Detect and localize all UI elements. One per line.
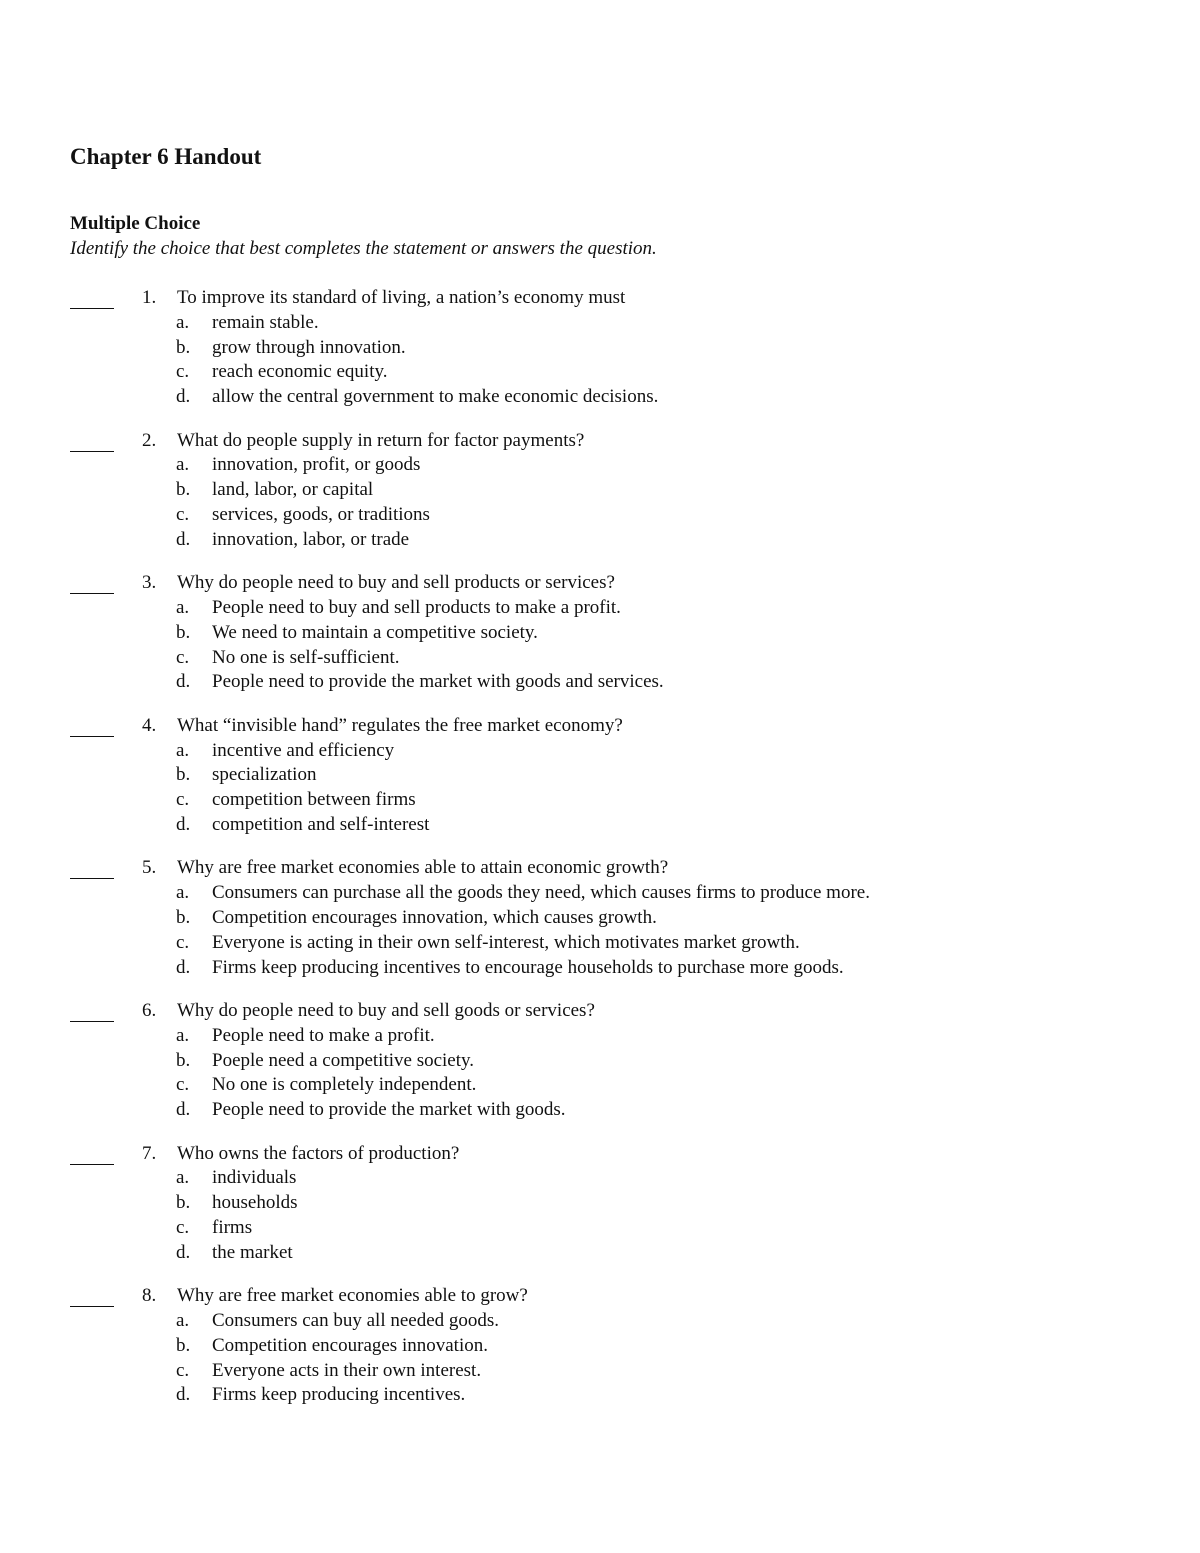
answer-option [0,670,1200,695]
answer-option [0,1216,1200,1241]
option-text: Everyone is acting in their own self-interest, which motivates market growth. [212,931,800,953]
option-letter: d. [176,1241,191,1263]
answer-option [0,1383,1200,1408]
option-letter: a. [176,1309,190,1331]
question-item [0,1142,1200,1285]
option-text: Competition encourages innovation, which causes growth. [212,906,657,928]
option-letter: b. [176,906,191,928]
option-letter: d. [176,528,191,550]
question-number: 8. [142,1285,157,1307]
answer-blank[interactable] [70,1146,114,1165]
answer-option [0,906,1200,931]
option-letter: b. [176,336,191,358]
option-text: Consumers can buy all needed goods. [212,1309,500,1331]
question-stem [0,286,1200,311]
answer-option [0,1098,1200,1123]
answer-option [0,646,1200,671]
question-number: 4. [142,714,157,736]
question-text: What “invisible hand” regulates the free market economy? [177,714,623,736]
question-number: 7. [142,1142,157,1164]
option-letter: c. [176,361,190,383]
answer-option [0,621,1200,646]
option-letter: b. [176,1049,191,1071]
answer-blank[interactable] [70,1288,114,1307]
question-item [0,856,1200,999]
answer-option [0,360,1200,385]
question-stem [0,999,1200,1024]
answer-option [0,881,1200,906]
question-number: 1. [142,287,157,308]
option-text: competition between firms [212,789,416,811]
option-letter: a. [176,596,190,618]
answer-blank[interactable] [70,718,114,737]
question-stem [0,429,1200,454]
option-text: incentive and efficiency [212,739,395,761]
answer-option [0,1073,1200,1098]
answer-blank[interactable] [70,433,114,452]
answer-option [0,311,1200,336]
answer-option [0,336,1200,361]
question-item [0,571,1200,714]
option-letter: c. [176,503,190,525]
option-text: People need to provide the market with goods. [212,1099,566,1121]
question-item [0,429,1200,572]
question-item [0,286,1200,429]
question-number: 5. [142,857,157,879]
answer-option [0,478,1200,503]
section-heading: Multiple Choice [70,213,201,234]
question-stem [0,1284,1200,1309]
option-letter: a. [176,454,190,476]
option-letter: b. [176,1192,191,1214]
document-title: Chapter 6 Handout [70,144,262,169]
question-text: What do people supply in return for factor payments? [177,429,585,451]
answer-option [0,1191,1200,1216]
answer-option [0,1024,1200,1049]
section-instructions: Identify the choice that best completes the statement or answers the question. [70,238,657,259]
option-text: We need to maintain a competitive society. [212,621,538,643]
option-letter: d. [176,1384,191,1406]
option-letter: d. [176,813,191,835]
option-letter: b. [176,479,191,501]
question-text: Why are free market economies able to grow? [177,1285,528,1307]
option-letter: a. [176,311,190,333]
question-number: 2. [142,429,157,451]
answer-blank[interactable] [70,575,114,594]
option-letter: c. [176,931,190,953]
option-text: People need to buy and sell products to make a profit. [212,596,621,618]
option-letter: c. [176,1074,190,1096]
option-letter: d. [176,956,191,978]
answer-option [0,813,1200,838]
option-text: households [212,1192,298,1214]
option-letter: d. [176,671,191,693]
question-item [0,714,1200,857]
question-text: To improve its standard of living, a nation’s economy must [177,287,626,308]
question-text: Who owns the factors of production? [177,1142,460,1164]
option-text: Firms keep producing incentives to encourage households to purchase more goods. [212,956,844,978]
question-stem [0,856,1200,881]
answer-option [0,739,1200,764]
question-text: Why do people need to buy and sell products or services? [177,572,615,594]
option-text: firms [212,1216,253,1238]
answer-option [0,1049,1200,1074]
option-text: the market [212,1241,293,1263]
answer-option [0,1359,1200,1384]
option-letter: a. [176,882,190,904]
option-letter: c. [176,1216,190,1238]
option-text: innovation, labor, or trade [212,528,410,550]
option-text: grow through innovation. [212,336,406,358]
option-letter: a. [176,1024,190,1046]
option-letter: a. [176,739,190,761]
answer-blank[interactable] [70,290,114,309]
option-text: reach economic equity. [212,361,388,383]
option-letter: c. [176,789,190,811]
answer-option [0,503,1200,528]
option-text: Consumers can purchase all the goods they need, which causes firms to produce more. [212,882,870,904]
option-text: People need to make a profit. [212,1024,435,1046]
question-item [0,1284,1200,1427]
question-list [0,286,1200,1427]
question-text: Why are free market economies able to attain economic growth? [177,857,669,879]
option-text: Everyone acts in their own interest. [212,1359,482,1381]
option-text: No one is self-sufficient. [212,646,400,668]
option-text: Poeple need a competitive society. [212,1049,475,1071]
option-text: individuals [212,1167,297,1189]
answer-option [0,1334,1200,1359]
answer-option [0,788,1200,813]
answer-option [0,596,1200,621]
option-letter: b. [176,764,191,786]
answer-option [0,453,1200,478]
option-text: allow the central government to make economic decisions. [212,386,659,408]
answer-blank[interactable] [70,860,114,879]
option-letter: a. [176,1167,190,1189]
question-text: Why do people need to buy and sell goods or services? [177,999,595,1021]
option-text: People need to provide the market with goods and services. [212,671,664,693]
option-letter: b. [176,1334,191,1356]
option-text: services, goods, or traditions [212,503,430,525]
answer-option [0,1166,1200,1191]
option-text: Firms keep producing incentives. [212,1384,466,1406]
question-stem [0,571,1200,596]
answer-option [0,931,1200,956]
answer-blank[interactable] [70,1003,114,1022]
question-number: 6. [142,999,157,1021]
option-letter: d. [176,386,191,408]
question-number: 3. [142,572,157,594]
question-stem [0,1142,1200,1167]
option-text: specialization [212,764,317,786]
option-text: Competition encourages innovation. [212,1334,488,1356]
answer-option [0,763,1200,788]
answer-option [0,1309,1200,1334]
option-text: land, labor, or capital [212,479,374,501]
answer-option [0,385,1200,410]
option-text: competition and self-interest [212,813,430,835]
answer-option [0,956,1200,981]
option-text: innovation, profit, or goods [212,454,421,476]
option-letter: c. [176,1359,190,1381]
option-letter: b. [176,621,191,643]
answer-option [0,528,1200,553]
option-letter: d. [176,1099,191,1121]
question-item [0,999,1200,1142]
option-text: remain stable. [212,311,319,333]
answer-option [0,1241,1200,1266]
option-letter: c. [176,646,190,668]
question-stem [0,714,1200,739]
option-text: No one is completely independent. [212,1074,477,1096]
